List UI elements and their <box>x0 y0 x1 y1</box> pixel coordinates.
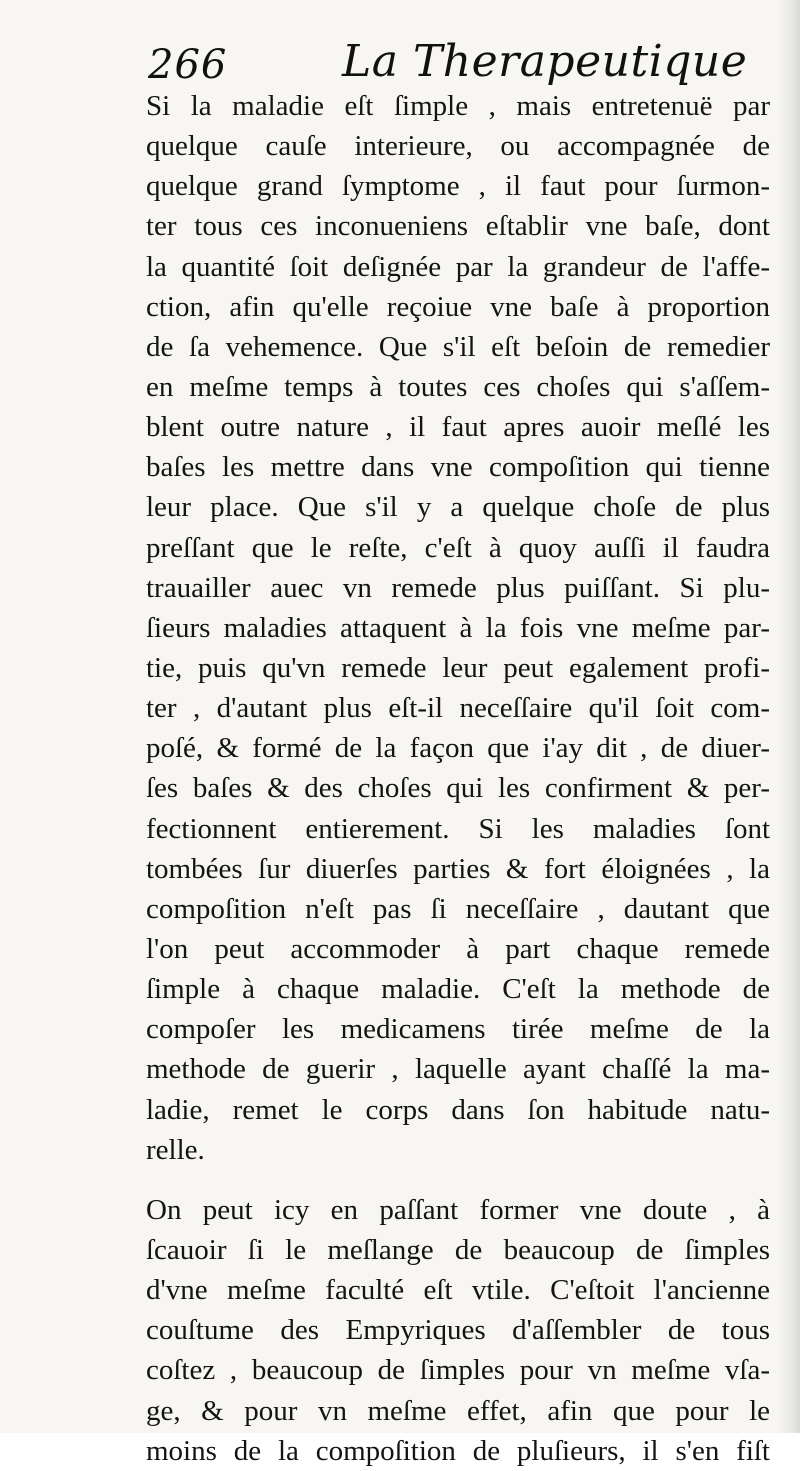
text-line: ction, afin qu'elle reçoiue vne baſe à proportion <box>146 290 770 323</box>
text-line: la quantité ſoit deſignée par la grandeur de l'affe- <box>146 250 770 283</box>
text-line: relle. <box>146 1133 205 1166</box>
text-line: moins de la compoſition de pluſieurs, il s'en fiſt <box>146 1434 770 1467</box>
text-line: quelque cauſe interieure, ou accompagnée de <box>146 130 770 163</box>
paragraph <box>146 86 770 1170</box>
text-line: quelque grand ſymptome , il faut pour ſurmon- <box>146 170 770 203</box>
running-title: La Therapeutique <box>342 36 748 87</box>
text-line: ge, & pour vn meſme effet, afin que pour le <box>146 1394 770 1427</box>
text-line: en meſme temps à toutes ces choſes qui s'aſſem- <box>146 370 770 403</box>
paragraph <box>146 1190 770 1471</box>
text-line: blent outre nature , il faut apres auoir meſlé les <box>146 411 770 444</box>
text-line: leur place. Que s'il y a quelque choſe de plus <box>146 491 770 524</box>
text-line: ter tous ces inconueniens eſtablir vne baſe, dont <box>146 210 770 243</box>
text-line: methode de guerir , laquelle ayant chaſſé la ma- <box>146 1053 770 1086</box>
text-line: d'vne meſme faculté eſt vtile. C'eſtoit l'ancienne <box>146 1274 770 1307</box>
text-line: preſſant que le reſte, c'eſt à quoy auſſi il faudra <box>146 531 770 564</box>
text-line: tie, puis qu'vn remede leur peut egalement profi- <box>146 651 770 684</box>
text-line: trauailler auec vn remede plus puiſſant. Si plu- <box>146 571 770 604</box>
paragraph-gap <box>146 1170 770 1190</box>
text-line: ladie, remet le corps dans ſon habitude natu- <box>146 1093 770 1126</box>
text-line: ſes baſes & des choſes qui les confirment & per- <box>146 772 770 805</box>
text-line: couſtume des Empyriques d'aſſembler de tous <box>146 1314 770 1347</box>
text-line: Si la maladie eſt ſimple , mais entretenuë par <box>146 90 770 122</box>
text-line: fectionnent entierement. Si les maladies ſont <box>146 812 770 845</box>
text-line: ſcauoir ſi le meſlange de beaucoup de ſimples <box>146 1233 770 1266</box>
text-line: ſieurs maladies attaquent à la fois vne meſme par- <box>146 611 770 644</box>
body-text <box>146 86 770 1471</box>
page-edge-shadow <box>778 0 800 1433</box>
page-number: 266 <box>148 42 228 88</box>
text-line: poſé, & formé de la façon que i'ay dit , de diuer- <box>146 732 770 765</box>
text-line: de ſa vehemence. Que s'il eſt beſoin de remedier <box>146 330 770 363</box>
text-line: baſes les mettre dans vne compoſition qui tienne <box>146 451 770 484</box>
text-line: ſimple à chaque maladie. C'eſt la methode de <box>146 973 770 1006</box>
text-line: compoſer les medicamens tirée meſme de la <box>146 1013 770 1046</box>
text-line: compoſition n'eſt pas ſi neceſſaire , dautant que <box>146 892 770 925</box>
text-line: l'on peut accommoder à part chaque remede <box>146 932 770 965</box>
text-line: tombées ſur diuerſes parties & fort éloignées , la <box>146 852 770 885</box>
text-line: coſtez , beaucoup de ſimples pour vn meſme vſa- <box>146 1354 770 1387</box>
text-line: ter , d'autant plus eſt-il neceſſaire qu'il ſoit com- <box>146 692 770 725</box>
text-line: On peut icy en paſſant former vne doute , à <box>146 1193 770 1226</box>
